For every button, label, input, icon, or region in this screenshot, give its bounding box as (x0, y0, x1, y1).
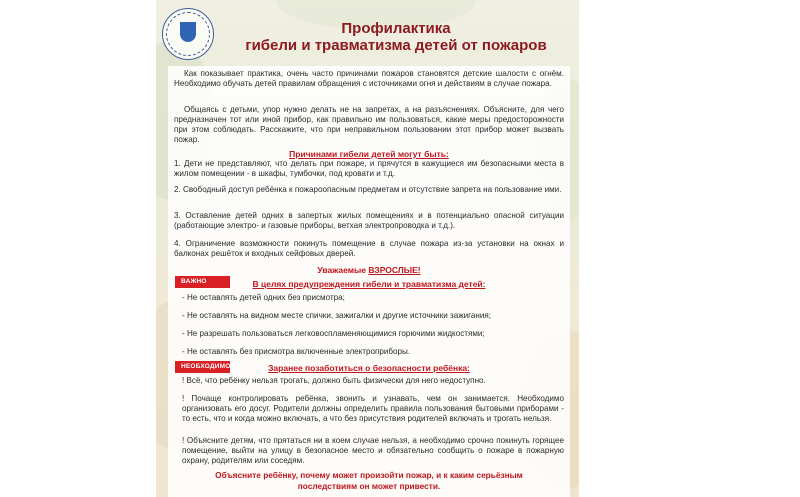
title-line-2: гибели и травматизма детей от пожаров (245, 37, 547, 54)
cause-item-4: 4. Ограничение возможности покинуть помещение в случае пожара из-за установки на окнах и балконах решёток и входных сейфовых дверей. (174, 239, 564, 258)
appeal-heading (168, 265, 570, 275)
necessary-item-2: ! Почаще контролировать ребёнка, звонить и узнавать, чем он занимается. Необходимо организовать его досуг. Родители должны определить правила пользования бытовыми приборами - то есть, что и когда можно включать, а что без присутствия родителей включать и трогать нельзя. (182, 394, 564, 423)
important-item-1: - Не оставлять детей одних без присмотра; (182, 293, 345, 302)
important-item-2: - Не оставлять на видном месте спички, зажигалки и другие источники зажигания; (182, 311, 492, 320)
intro-paragraph-1: Как показывает практика, очень часто причинами пожаров становятся детские шалости с огнём. Необходимо обучать детей правилам обращения с источниками огня и действиям в случае пожара. (174, 69, 564, 88)
appeal-highlight: ВЗРОСЛЫЕ! (368, 265, 421, 275)
appeal-prefix: Уважаемые (317, 265, 369, 275)
causes-heading: Причинами гибели детей могут быть: (289, 149, 449, 159)
coat-of-arms-icon (180, 22, 196, 42)
ministry-emblem-icon (162, 8, 214, 60)
poster-header (156, 4, 579, 62)
intro-paragraph-2: Общаясь с детьми, упор нужно делать не на запретах, а на разъяснениях. Объясните, для чего предназначен тот или иной прибор, как правильно им пользоваться, какие меры предосторожности при этом соблюдать. Расскажите, что при неправильном пользовании этот прибор может вызвать пожар. (174, 105, 564, 144)
footer-line-2: последствиям он может привести. (297, 481, 441, 491)
cause-item-3: 3. Оставление детей одних в запертых жилых помещениях и в потенциально опасной ситуации (работающие электро- и газовые приборы, ветхая электропроводка и т.д.). (174, 211, 564, 230)
important-heading: В целях предупреждения гибели и травматизма детей: (252, 279, 486, 289)
cause-item-2: 2. Свободный доступ ребёнка к пожароопасным предметам и отсутствие запрета на пользование ими. (174, 185, 562, 194)
necessary-item-1: ! Всё, что ребёнку нельзя трогать, должно быть физически для него недоступно. (182, 376, 486, 385)
important-item-3: - Не разрешать пользоваться легковоспламеняющимися горючими жидкостями; (182, 329, 485, 338)
title-line-1: Профилактика (341, 20, 451, 37)
footer-line-1: Объясните ребёнку, почему может произойти пожар, и к каким серьёзным (215, 470, 523, 480)
cause-item-1: 1. Дети не представляют, что делать при пожаре, и прячутся в кажущиеся им безопасными места в жилом помещении - в шкафы, тумбочки, под кровати и т.д. (174, 159, 564, 178)
content-card (168, 66, 570, 497)
poster (156, 0, 579, 497)
important-badge: ВАЖНО (175, 276, 230, 288)
necessary-item-3: ! Объясните детям, что прятаться ни в коем случае нельзя, а необходимо срочно покинуть горящее помещение, выйти на улицу в безопасное место и обязательно сообщить о пожаре в пожарную охрану, родителям или соседям. (182, 436, 564, 465)
important-item-4: - Не оставлять без присмотра включенные электроприборы. (182, 347, 411, 356)
necessary-heading: Заранее позаботиться о безопасности ребёнка: (268, 363, 470, 373)
page-title (226, 20, 566, 54)
necessary-badge: НЕОБХОДИМО (175, 361, 230, 373)
